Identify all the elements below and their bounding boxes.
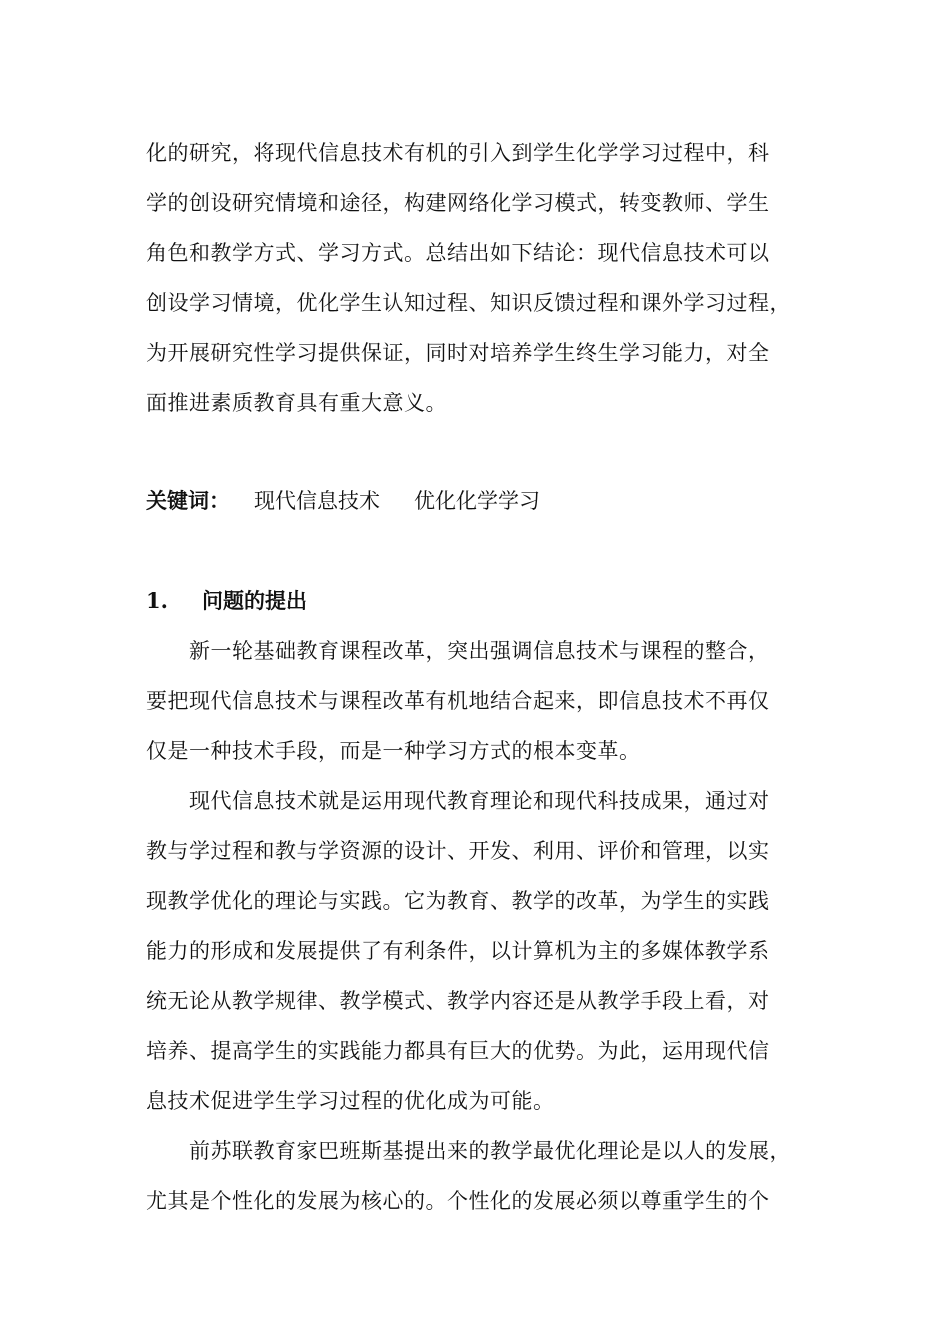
abstract-text <box>146 128 836 428</box>
keyword: 优化化学学习 <box>414 489 540 513</box>
paragraph <box>146 1126 836 1226</box>
abstract-line: 化的研究，将现代信息技术有机的引入到学生化学学习过程中，科 <box>146 141 770 165</box>
keywords-label: 关键词： <box>146 488 230 513</box>
paragraph-line: 现教学优化的理论与实践。它为教育、教学的改革，为学生的实践 <box>146 889 770 913</box>
paragraph-line: 教与学过程和教与学资源的设计、开发、利用、评价和管理，以实 <box>146 839 770 863</box>
keyword: 现代信息技术 <box>254 489 380 513</box>
paragraph-line: 前苏联教育家巴班斯基提出来的教学最优化理论是以人的发展， <box>189 1139 791 1163</box>
paragraph-line: 要把现代信息技术与课程改革有机地结合起来，即信息技术不再仅 <box>146 689 770 713</box>
paragraph-line: 培养、提高学生的实践能力都具有巨大的优势。为此，运用现代信 <box>146 1039 770 1063</box>
keywords-row <box>146 476 836 526</box>
paragraph-line: 现代信息技术就是运用现代教育理论和现代科技成果，通过对 <box>189 789 770 813</box>
abstract-line: 角色和教学方式、学习方式。总结出如下结论：现代信息技术可以 <box>146 241 770 265</box>
paragraph-line: 新一轮基础教育课程改革，突出强调信息技术与课程的整合， <box>189 639 770 663</box>
document-page <box>146 128 836 1226</box>
paragraph-line: 统无论从教学规律、教学模式、教学内容还是从教学手段上看，对 <box>146 989 770 1013</box>
spacer <box>146 526 836 576</box>
section-title: 问题的提出 <box>202 588 307 613</box>
paragraph-line: 能力的形成和发展提供了有利条件，以计算机为主的多媒体教学系 <box>146 939 770 963</box>
abstract-line: 创设学习情境，优化学生认知过程、知识反馈过程和课外学习过程， <box>146 291 791 315</box>
section-number: 1. <box>146 588 168 613</box>
paragraph-line: 息技术促进学生学习过程的优化成为可能。 <box>146 1089 555 1113</box>
abstract-line: 为开展研究性学习提供保证，同时对培养学生终生学习能力，对全 <box>146 341 770 365</box>
abstract-line: 面推进素质教育具有重大意义。 <box>146 391 447 415</box>
spacer <box>146 428 836 476</box>
paragraph-line: 尤其是个性化的发展为核心的。个性化的发展必须以尊重学生的个 <box>146 1189 770 1213</box>
paragraph <box>146 626 836 776</box>
paragraph-line: 仅是一种技术手段，而是一种学习方式的根本变革。 <box>146 739 641 763</box>
section-heading <box>146 576 836 626</box>
abstract-line: 学的创设研究情境和途径，构建网络化学习模式，转变教师、学生 <box>146 191 770 215</box>
paragraph <box>146 776 836 1126</box>
